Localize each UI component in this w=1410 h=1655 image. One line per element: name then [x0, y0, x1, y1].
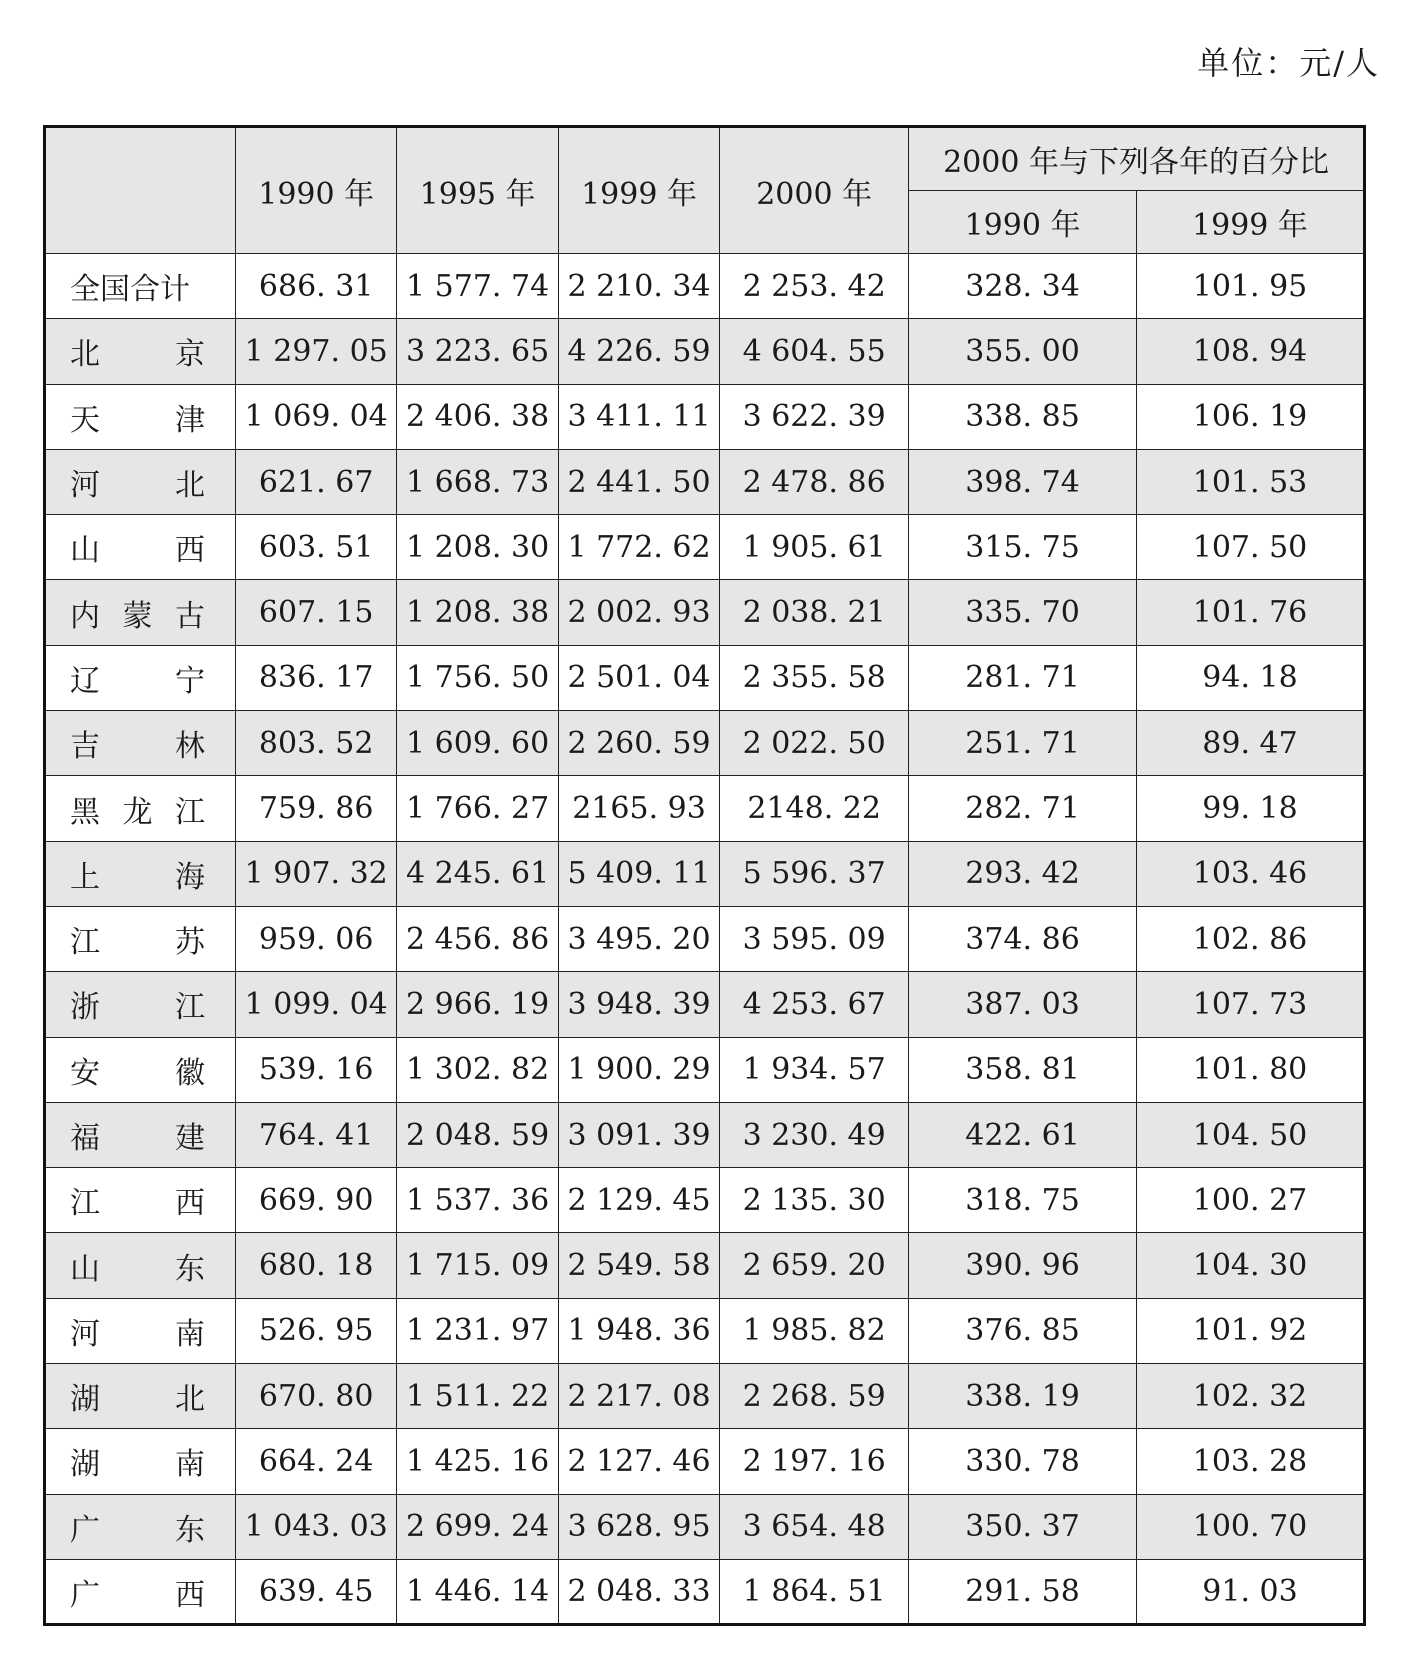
value-1999-cell: 2165. 93 [558, 776, 719, 841]
region-name [70, 591, 205, 635]
region-name-char: 海 [175, 859, 205, 895]
region-name [70, 264, 205, 308]
percent-vs-1999-cell: 101. 92 [1137, 1298, 1365, 1363]
value-1990-cell: 1 069. 04 [235, 384, 396, 449]
region-name [70, 917, 205, 961]
value-1990-cell: 526. 95 [235, 1298, 396, 1363]
percent-vs-1999-cell: 100. 70 [1137, 1494, 1365, 1559]
region-name-char: 河 [70, 468, 100, 504]
value-2000-cell: 2 355. 58 [720, 645, 909, 710]
table-row [45, 1364, 1365, 1429]
value-1995-cell: 1 577. 74 [397, 254, 558, 319]
value-2000-cell: 4 604. 55 [720, 319, 909, 384]
value-1999-cell: 3 411. 11 [558, 384, 719, 449]
percent-vs-1999-cell: 100. 27 [1137, 1168, 1365, 1233]
region-name-cell [45, 254, 236, 319]
table-header [45, 127, 1365, 254]
region-name-cell [45, 319, 236, 384]
value-2000-cell: 2 197. 16 [720, 1429, 909, 1494]
value-2000-cell: 1 864. 51 [720, 1559, 909, 1624]
region-name-char: 古 [175, 598, 205, 634]
value-1995-cell: 1 425. 16 [397, 1429, 558, 1494]
region-name-cell [45, 1168, 236, 1233]
percent-vs-1990-cell: 358. 81 [909, 1037, 1137, 1102]
value-1995-cell: 1 446. 14 [397, 1559, 558, 1624]
value-2000-cell: 2 135. 30 [720, 1168, 909, 1233]
value-1999-cell: 3 628. 95 [558, 1494, 719, 1559]
region-name-cell [45, 711, 236, 776]
percent-vs-1999-cell: 107. 50 [1137, 515, 1365, 580]
percent-vs-1999-cell: 99. 18 [1137, 776, 1365, 841]
table-row [45, 1298, 1365, 1363]
region-name [70, 460, 205, 504]
table-row [45, 1559, 1365, 1624]
value-2000-cell: 3 595. 09 [720, 906, 909, 971]
table-row [45, 1494, 1365, 1559]
value-1990-cell: 803. 52 [235, 711, 396, 776]
percent-vs-1999-cell: 91. 03 [1137, 1559, 1365, 1624]
region-name-char: 江 [175, 794, 205, 830]
header-region-cell [45, 127, 236, 254]
percent-vs-1990-cell: 376. 85 [909, 1298, 1137, 1363]
value-1995-cell: 1 231. 97 [397, 1298, 558, 1363]
header-year-2000: 2000 年 [720, 127, 909, 254]
region-name-char: 西 [175, 1186, 205, 1222]
region-name-char: 广 [70, 1512, 100, 1548]
region-name-cell [45, 580, 236, 645]
region-name [70, 1374, 205, 1418]
percent-vs-1990-cell: 318. 75 [909, 1168, 1137, 1233]
percent-vs-1999-cell: 101. 95 [1137, 254, 1365, 319]
table-row [45, 254, 1365, 319]
region-name-char: 吉 [70, 729, 100, 765]
header-year-1995: 1995 年 [397, 127, 558, 254]
table-row [45, 449, 1365, 514]
table-row [45, 1233, 1365, 1298]
value-1990-cell: 1 099. 04 [235, 972, 396, 1037]
value-1995-cell: 1 715. 09 [397, 1233, 558, 1298]
percent-vs-1990-cell: 335. 70 [909, 580, 1137, 645]
region-name [70, 721, 205, 765]
percent-vs-1999-cell: 102. 86 [1137, 906, 1365, 971]
region-name-char: 北 [175, 468, 205, 504]
percent-vs-1990-cell: 251. 71 [909, 711, 1137, 776]
table-row [45, 841, 1365, 906]
percent-vs-1999-cell: 101. 53 [1137, 449, 1365, 514]
data-table [43, 125, 1366, 1626]
percent-vs-1999-cell: 104. 30 [1137, 1233, 1365, 1298]
region-name-char: 北 [70, 337, 100, 373]
value-2000-cell: 3 230. 49 [720, 1102, 909, 1167]
value-1999-cell: 1 948. 36 [558, 1298, 719, 1363]
region-name-char: 东 [175, 1512, 205, 1548]
table-row [45, 1429, 1365, 1494]
region-name [70, 656, 205, 700]
table-row [45, 711, 1365, 776]
region-name-char: 湖 [70, 1382, 100, 1418]
value-1995-cell: 2 456. 86 [397, 906, 558, 971]
value-1999-cell: 2 260. 59 [558, 711, 719, 776]
value-1990-cell: 621. 67 [235, 449, 396, 514]
value-1995-cell: 1 756. 50 [397, 645, 558, 710]
table-row [45, 906, 1365, 971]
region-name [70, 1505, 205, 1549]
percent-vs-1990-cell: 398. 74 [909, 449, 1137, 514]
value-1990-cell: 686. 31 [235, 254, 396, 319]
region-name-char: 林 [175, 729, 205, 765]
region-name-char: 广 [70, 1577, 100, 1613]
percent-vs-1990-cell: 328. 34 [909, 254, 1137, 319]
percent-vs-1990-cell: 291. 58 [909, 1559, 1137, 1624]
region-name-char: 苏 [175, 925, 205, 961]
region-name-cell [45, 841, 236, 906]
header-percent-1999: 1999 年 [1137, 191, 1365, 254]
region-name-char: 山 [70, 533, 100, 569]
region-name-char: 西 [175, 1577, 205, 1613]
percent-vs-1999-cell: 102. 32 [1137, 1364, 1365, 1429]
percent-vs-1990-cell: 374. 86 [909, 906, 1137, 971]
value-1990-cell: 539. 16 [235, 1037, 396, 1102]
value-2000-cell: 4 253. 67 [720, 972, 909, 1037]
region-name-char: 江 [70, 925, 100, 961]
value-1995-cell: 1 609. 60 [397, 711, 558, 776]
value-1990-cell: 670. 80 [235, 1364, 396, 1429]
percent-vs-1990-cell: 355. 00 [909, 319, 1137, 384]
region-name-cell [45, 1559, 236, 1624]
value-1995-cell: 1 766. 27 [397, 776, 558, 841]
percent-vs-1999-cell: 89. 47 [1137, 711, 1365, 776]
region-name-char: 龙 [122, 794, 153, 830]
percent-vs-1999-cell: 106. 19 [1137, 384, 1365, 449]
value-1990-cell: 836. 17 [235, 645, 396, 710]
percent-vs-1990-cell: 282. 71 [909, 776, 1137, 841]
region-name-char: 黑 [70, 794, 100, 830]
region-name [70, 1048, 205, 1092]
percent-vs-1990-cell: 315. 75 [909, 515, 1137, 580]
value-1999-cell: 2 002. 93 [558, 580, 719, 645]
region-name-char: 东 [175, 1251, 205, 1287]
value-1995-cell: 2 406. 38 [397, 384, 558, 449]
unit-label: 单位：元/人 [1197, 44, 1380, 82]
region-name-cell [45, 906, 236, 971]
region-name-cell [45, 1102, 236, 1167]
region-name [70, 395, 205, 439]
value-2000-cell: 1 905. 61 [720, 515, 909, 580]
region-name-cell [45, 1494, 236, 1559]
region-name-char: 宁 [175, 663, 205, 699]
value-1999-cell: 2 127. 46 [558, 1429, 719, 1494]
region-name [70, 1309, 205, 1353]
table-row [45, 580, 1365, 645]
region-name [70, 329, 205, 373]
value-2000-cell: 5 596. 37 [720, 841, 909, 906]
region-name-char: 河 [70, 1316, 100, 1352]
value-1995-cell: 1 208. 38 [397, 580, 558, 645]
percent-vs-1999-cell: 103. 28 [1137, 1429, 1365, 1494]
percent-vs-1999-cell: 104. 50 [1137, 1102, 1365, 1167]
table-body [45, 254, 1365, 1625]
value-1999-cell: 1 772. 62 [558, 515, 719, 580]
percent-vs-1990-cell: 387. 03 [909, 972, 1137, 1037]
region-name-cell [45, 1364, 236, 1429]
region-name-char: 江 [175, 990, 205, 1026]
percent-vs-1999-cell: 103. 46 [1137, 841, 1365, 906]
percent-vs-1999-cell: 107. 73 [1137, 972, 1365, 1037]
value-1999-cell: 2 210. 34 [558, 254, 719, 319]
region-name-char: 建 [175, 1121, 205, 1156]
percent-vs-1990-cell: 390. 96 [909, 1233, 1137, 1298]
region-name-char: 蒙 [122, 598, 153, 634]
region-name-char: 京 [175, 337, 205, 373]
table-row [45, 972, 1365, 1037]
percent-vs-1990-cell: 350. 37 [909, 1494, 1137, 1559]
header-year-1999: 1999 年 [558, 127, 719, 254]
table-row [45, 384, 1365, 449]
value-1990-cell: 1 297. 05 [235, 319, 396, 384]
value-2000-cell: 1 934. 57 [720, 1037, 909, 1102]
region-name-char: 上 [70, 859, 100, 895]
percent-vs-1999-cell: 101. 80 [1137, 1037, 1365, 1102]
region-name-char: 内 [70, 598, 100, 634]
value-1999-cell: 2 549. 58 [558, 1233, 719, 1298]
value-2000-cell: 2 253. 42 [720, 254, 909, 319]
region-name-char: 天 [70, 402, 100, 438]
value-1999-cell: 3 091. 39 [558, 1102, 719, 1167]
region-name [70, 1439, 205, 1483]
table-row [45, 776, 1365, 841]
table-row [45, 1037, 1365, 1102]
region-name [70, 982, 205, 1026]
value-1990-cell: 669. 90 [235, 1168, 396, 1233]
region-name-cell [45, 1037, 236, 1102]
value-1990-cell: 607. 15 [235, 580, 396, 645]
region-name-cell [45, 1298, 236, 1363]
value-2000-cell: 2148. 22 [720, 776, 909, 841]
region-name-cell [45, 972, 236, 1037]
value-1999-cell: 2 501. 04 [558, 645, 719, 710]
value-1995-cell: 2 699. 24 [397, 1494, 558, 1559]
value-1990-cell: 1 043. 03 [235, 1494, 396, 1559]
percent-vs-1990-cell: 338. 85 [909, 384, 1137, 449]
region-name-char: 西 [175, 533, 205, 569]
value-1995-cell: 1 668. 73 [397, 449, 558, 514]
value-1995-cell: 1 511. 22 [397, 1364, 558, 1429]
percent-vs-1990-cell: 293. 42 [909, 841, 1137, 906]
value-1999-cell: 4 226. 59 [558, 319, 719, 384]
value-2000-cell: 2 022. 50 [720, 711, 909, 776]
region-name-char: 南 [175, 1447, 205, 1483]
region-name [70, 1178, 205, 1222]
percent-vs-1999-cell: 108. 94 [1137, 319, 1365, 384]
percent-vs-1999-cell: 94. 18 [1137, 645, 1365, 710]
value-1999-cell: 2 129. 45 [558, 1168, 719, 1233]
value-1995-cell: 1 537. 36 [397, 1168, 558, 1233]
region-name-cell [45, 776, 236, 841]
value-2000-cell: 2 268. 59 [720, 1364, 909, 1429]
table-row [45, 1168, 1365, 1233]
table-row [45, 645, 1365, 710]
region-name-char: 浙 [70, 990, 100, 1026]
region-name-cell [45, 1429, 236, 1494]
region-name-char: 全国合计 [70, 272, 190, 308]
value-1999-cell: 2 217. 08 [558, 1364, 719, 1429]
region-name-char: 湖 [70, 1447, 100, 1483]
percent-vs-1990-cell: 281. 71 [909, 645, 1137, 710]
percent-vs-1990-cell: 330. 78 [909, 1429, 1137, 1494]
value-1990-cell: 603. 51 [235, 515, 396, 580]
value-2000-cell: 3 654. 48 [720, 1494, 909, 1559]
value-2000-cell: 1 985. 82 [720, 1298, 909, 1363]
region-name-cell [45, 1233, 236, 1298]
value-1999-cell: 2 048. 33 [558, 1559, 719, 1624]
value-1995-cell: 2 048. 59 [397, 1102, 558, 1167]
region-name [70, 852, 205, 896]
value-1999-cell: 2 441. 50 [558, 449, 719, 514]
region-name [70, 787, 205, 831]
region-name-cell [45, 645, 236, 710]
region-name-char: 北 [175, 1382, 205, 1418]
value-1990-cell: 1 907. 32 [235, 841, 396, 906]
region-name-char: 南 [175, 1316, 205, 1352]
value-1990-cell: 959. 06 [235, 906, 396, 971]
value-1990-cell: 764. 41 [235, 1102, 396, 1167]
value-1990-cell: 680. 18 [235, 1233, 396, 1298]
region-name-char: 津 [175, 402, 205, 438]
region-name-char: 安 [70, 1055, 100, 1091]
region-name [70, 1113, 205, 1157]
region-name-char: 福 [70, 1121, 100, 1156]
region-name-cell [45, 515, 236, 580]
value-1999-cell: 3 495. 20 [558, 906, 719, 971]
header-percent-1990: 1990 年 [909, 191, 1137, 254]
value-2000-cell: 3 622. 39 [720, 384, 909, 449]
header-percent-group: 2000 年与下列各年的百分比 [909, 127, 1365, 191]
value-1999-cell: 3 948. 39 [558, 972, 719, 1037]
table-row [45, 1102, 1365, 1167]
region-name-cell [45, 449, 236, 514]
value-1995-cell: 4 245. 61 [397, 841, 558, 906]
region-name [70, 525, 205, 569]
table-row [45, 319, 1365, 384]
value-1990-cell: 759. 86 [235, 776, 396, 841]
value-1990-cell: 639. 45 [235, 1559, 396, 1624]
percent-vs-1990-cell: 422. 61 [909, 1102, 1137, 1167]
value-2000-cell: 2 478. 86 [720, 449, 909, 514]
value-1990-cell: 664. 24 [235, 1429, 396, 1494]
table-row [45, 515, 1365, 580]
header-year-1990: 1990 年 [235, 127, 396, 254]
region-name-char: 徽 [175, 1055, 205, 1091]
value-1999-cell: 1 900. 29 [558, 1037, 719, 1102]
region-name-cell [45, 384, 236, 449]
value-1995-cell: 1 208. 30 [397, 515, 558, 580]
region-name [70, 1244, 205, 1288]
region-name-char: 江 [70, 1186, 100, 1222]
value-2000-cell: 2 038. 21 [720, 580, 909, 645]
value-1995-cell: 1 302. 82 [397, 1037, 558, 1102]
value-1999-cell: 5 409. 11 [558, 841, 719, 906]
region-name-char: 山 [70, 1251, 100, 1287]
percent-vs-1999-cell: 101. 76 [1137, 580, 1365, 645]
value-1995-cell: 2 966. 19 [397, 972, 558, 1037]
region-name-char: 辽 [70, 663, 100, 699]
region-name [70, 1570, 205, 1614]
percent-vs-1990-cell: 338. 19 [909, 1364, 1137, 1429]
value-2000-cell: 2 659. 20 [720, 1233, 909, 1298]
value-1995-cell: 3 223. 65 [397, 319, 558, 384]
